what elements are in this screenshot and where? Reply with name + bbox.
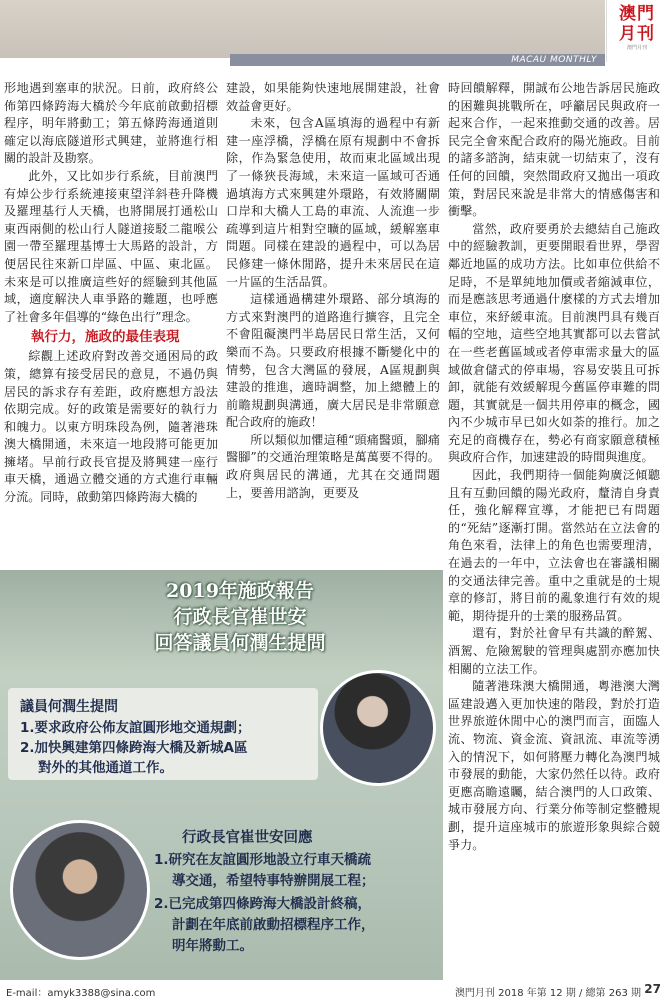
paragraph: 建設，如果能夠快速地展開建設，社會效益會更好。 [226, 81, 440, 113]
question-heading: 議員何潤生提問 [20, 699, 118, 715]
panel-title [60, 578, 420, 656]
paragraph: 形地遇到塞車的狀況。日前，政府終公佈第四條跨海大橋於今年底前啟動招標程序，明年將動工；第五條跨海通道則確定以海底隧道形式興建，並將進行相關的設計及勘察。 [4, 81, 218, 166]
policy-address-panel [0, 570, 443, 980]
panel-title-line1: 2019年施政報告 [166, 580, 314, 602]
page-footer [0, 982, 667, 1000]
logo-line1: 澳門 [619, 4, 655, 24]
answer-box [140, 820, 440, 970]
text-column-1 [4, 80, 218, 507]
answer-item-2a: 2.已完成第四條跨海大橋設計終稿， [154, 896, 372, 912]
issue-info: 澳門月刊 2018 年第 12 期 / 總第 263 期 [454, 988, 641, 999]
chief-executive-photo [10, 820, 150, 960]
logo-line2: 月刊 [619, 24, 655, 44]
page-header [0, 0, 667, 66]
contact-email: E-mail：amyk3388@sina.com [6, 988, 156, 999]
paragraph: 隨著港珠澳大橋開通，粵港澳大灣區建設邁入更加快速的階段，對於打造世界旅遊休閒中心的澳門而言，面臨人流、物流、資金流、資訊流、車流等湧入的情況下，如何將壓力轉化為澳門城市發展的動能，大家仍然任以待。政府更應高瞻遠矚，結合澳門的人口政策、城市發展方向、行業分佈等制定整體規劃，提升這座城市的旅遊形象與綜合競爭力。 [448, 679, 660, 852]
section-subheading: 執行力，施政的最佳表現 [31, 329, 180, 346]
answer-item-1a: 1.研究在友誼圓形地設立行車天橋疏 [154, 852, 372, 868]
question-box [8, 688, 318, 780]
paragraph: 此外，又比如步行系統，目前澳門有焯公步行系統連接東望洋斜巷升降機及羅理基行人天橋，也將開展打通松山東西兩側的松山行人隧道接駁二龍喉公園一帶至羅理基博士大馬路的設計，方便居民往來新口岸區、中區、東北區。未來是可以推廣這些好的經驗到其他區域，適度解決人車爭路的難題，也呼應了社會多年倡導的“綠色出行”理念。 [4, 168, 218, 324]
question-item-2b: 對外的其他通道工作。 [38, 760, 173, 776]
answer-item-2b: 計劃在年底前啟動招標程序工作， [172, 917, 375, 933]
paragraph: 因此，我們期待一個能夠廣泛傾聽且有互動回饋的陽光政府，釐清自身責任，強化解釋宣導，才能把已有問題的“死結”逐漸打開。當然站在立法會的角色來看，法律上的角色也需要理清，在過去的一年中，立法會也在審議相關的交通法律完善。重中之重就是的士規章的修訂，將目前的亂象進行有效的規範，期待提升的士業的服務品質。 [448, 468, 660, 623]
panel-title-line2: 行政長官崔世安 [173, 606, 307, 628]
paragraph: 時回饋解釋，開誠布公地告訴居民施政的困難與挑戰所在，呼籲居民與政府一起來合作，一起來推動交通的改善。居民完全會來配合政府的陽光施政。目前的諸多諮詢，結束就一切結束了，沒有任何的回饋，突然間政府又拋出一項政策，對居民來說是非常大的情感傷害和衝擊。 [448, 81, 660, 219]
text-column-2 [226, 80, 440, 502]
answer-item-2c: 明年將動工。 [172, 938, 253, 954]
page-number: 27 [644, 982, 661, 996]
paragraph: 未來，包含A區填海的過程中有新建一座浮橋，浮橋在原有規劃中不會拆除，作為緊急使用，故而東北區域出現了一條狹長海域，未來這一區域可否通過填海方式來興建外環路，有效將關閘口岸和大橋人工島的車流、人流進一步疏導到這片相對空曠的區域，緩解塞車問題。同樣在建設的過程中，可以為居民修建一條休閒路，提升未來居民在這一片區的生活品質。 [226, 116, 440, 289]
logo-small: 澳門月刊 [626, 45, 647, 51]
paragraph: 當然，政府要勇於去總結自己施政中的經驗教訓，更要開眼看世界，學習鄰近地區的成功方法。比如車位供給不足時，不是單純地加價或者縮減車位，而是應該思考通過什麼樣的方式去增加車位，來紓緩車流。目前澳門具有幾百幅的空地，這些空地其實都可以去嘗試在一些老舊區域或者停車需求量大的區域做倉儲式的停車場，容易安裝且可拆卸，就能有效緩解現今舊區停車難的問題，其實就是一個共用停車的概念，國內不少城市早已如火如荼的推行。加之充足的商機存在，勢必有商家願意積極與政府合作，加速建設的時間與進度。 [448, 221, 660, 465]
legislator-photo [320, 670, 436, 786]
paragraph: 綜觀上述政府對改善交通困局的政策，總算有接受居民的意見，不過仍與居民的訴求存有差距，政府應想方設法依期完成。好的政策是需要好的執行力和魄力。以東方明珠段為例，隨著港珠澳大橋開通，未來這一地段將可能更加擁堵。早前行政長官提及將興建一座行車天橋，通過立體交通的方式進行車輛分流。同時，啟動第四條跨海大橋的 [4, 349, 218, 505]
text-column-3 [448, 80, 660, 854]
header-band [0, 0, 605, 58]
question-item-2a: 2.加快興建第四條跨海大橋及新城A區 [20, 740, 248, 756]
question-item-1: 1.要求政府公佈友誼圓形地交通規劃； [20, 720, 251, 736]
answer-item-1b: 導交通，希望特事特辦開展工程； [172, 873, 375, 889]
paragraph: 還有，對於社會早有共識的醉駕、酒駕、危險駕駛的管理與處罰亦應加快相關的立法工作。 [448, 626, 660, 676]
magazine-logo [606, 0, 667, 62]
magazine-name-strip: MACAU MONTHLY [230, 54, 605, 66]
panel-title-line3: 回答議員何潤生提問 [154, 632, 326, 654]
paragraph: 所以類似加懼這種“頭痛醫頭，腳痛醫腳”的交通治理策略是萬萬要不得的。政府與居民的溝通，尤其在交通問題上，要善用諮詢，更要及 [226, 432, 440, 500]
answer-heading: 行政長官崔世安回應 [182, 830, 313, 846]
paragraph: 這樣通過構建外環路、部分填海的方式來對澳門的道路進行擴容，且完全不會阻礙澳門半島居民日常生活，又何樂而不為。只要政府根據不斷變化中的情勢，包含大灣區的發展，A區規劃與建設的推進，適時調整，加上總體上的前瞻規劃與溝通，廣大居民是非常願意配合政府的施政！ [226, 292, 440, 430]
